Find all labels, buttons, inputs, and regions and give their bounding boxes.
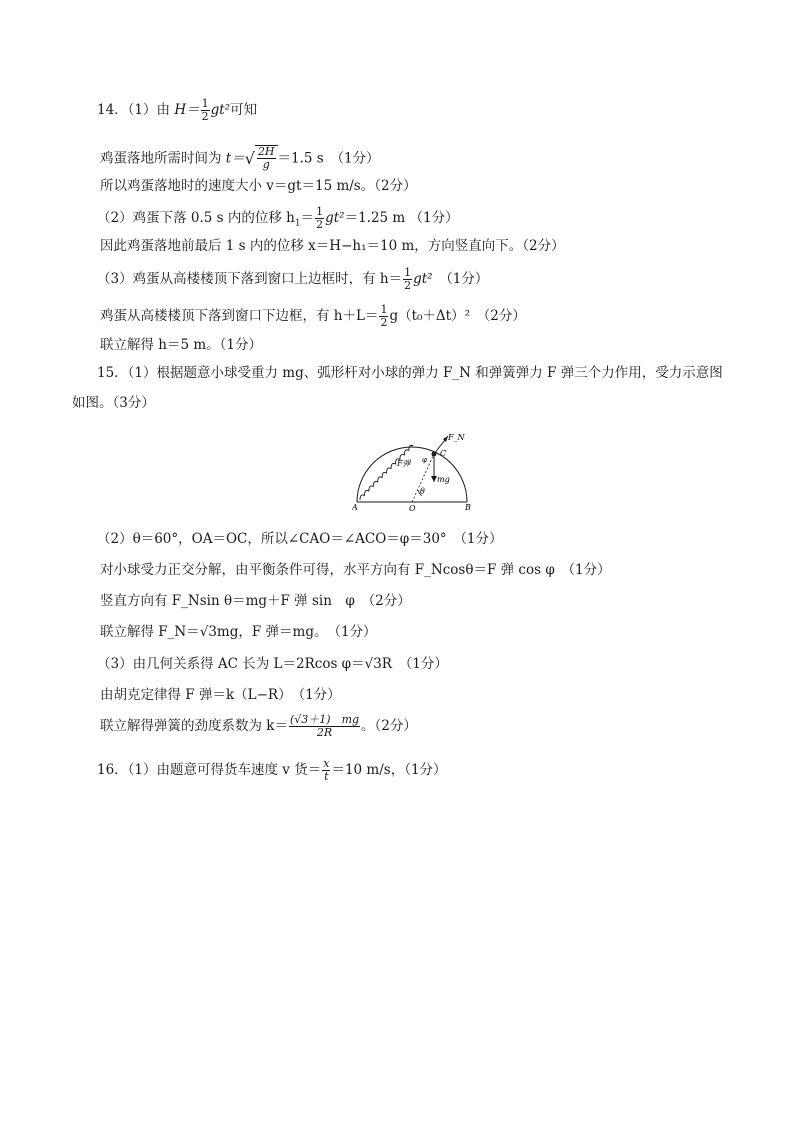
fraction-half: $\frac{1}{2}$ [201, 97, 209, 123]
line-7: 鸡蛋从高楼楼顶下落到窗口下边框，有 h＋L＝ $\frac{1}{2}$ g（t₀＋Δt）² （2分） [100, 303, 526, 329]
line-3: 所以鸡蛋落地时的速度大小 v＝gt＝15 m/s。（2分） [100, 178, 417, 194]
label-a: A [352, 503, 358, 512]
line-18: 16．（1）由题意可得货车速度 v 货＝ $\frac{x}{t}$ ＝10 m/s，（1分） [97, 757, 447, 783]
line-16: 由胡克定律得 F 弹＝k（L−R） （1分） [100, 687, 341, 703]
line-10: 如图。（3分） [72, 395, 155, 411]
line-11: （2）θ＝60°，OA＝OC，所以∠CAO＝∠ACO＝φ＝30° （1分） [97, 531, 503, 547]
line-14: 联立解得 F_N＝√3mg，F 弹＝mg。 （1分） [100, 624, 377, 640]
label-c: C [440, 449, 447, 458]
line-13: 竖直方向有 F_Nsin θ＝mg＋F 弹 sin φ （2分） [100, 593, 411, 609]
line-4: （2）鸡蛋下落 0.5 s 内的位移 $h_1=$ $\frac{1}{2}$ gt²＝1.25 m （1分） [97, 205, 459, 231]
label-f-spring: F弹 [397, 459, 411, 468]
line-1: 14．（1）由 H＝ $\frac{1}{2}$ gt²可知 [97, 97, 258, 123]
label-phi: φ [422, 456, 427, 464]
line-2: 鸡蛋落地所需时间为 t＝ √ $\frac{2H}{g}$ ＝1.5 s （1分） [100, 145, 380, 171]
label-b: B [465, 503, 471, 512]
ball [432, 452, 437, 457]
label-o: O [409, 504, 416, 512]
semicircle-arc [357, 447, 467, 502]
line-12: 对小球受力正交分解，由平衡条件可得，水平方向有 F_Ncosθ＝F 弹 cos φ （1分） [100, 562, 611, 578]
label-fn: F_N [448, 433, 465, 442]
force-diagram [352, 432, 482, 512]
label-mg: mg [437, 475, 450, 484]
label-theta: θ [420, 487, 425, 496]
line-5: 因此鸡蛋落地前最后 1 s 内的位移 x＝H−h₁＝10 m，方向竖直向下。（2分） [100, 238, 565, 254]
line-6: （3）鸡蛋从高楼楼顶下落到窗口上边框时，有 h＝ $\frac{1}{2}$ gt² （1分） [97, 266, 489, 292]
sqrt-expression: √ $\frac{2H}{g}$ [245, 145, 278, 173]
line-9: 15．（1）根据题意小球受重力 mg、弧形杆对小球的弹力 F_N 和弹簧弹力 F 弹三个力作用，受力示意图 [97, 365, 723, 381]
fraction-x-t: $\frac{x}{t}$ [323, 757, 330, 783]
line-17: 联立解得弹簧的劲度系数为 k＝ $\frac{(√3+1) mg}{2R}$ 。（2分） [100, 713, 417, 739]
fraction-k: $\frac{(√3+1) mg}{2R}$ [289, 713, 360, 739]
line-8: 联立解得 h＝5 m。（1分） [100, 337, 263, 353]
line-15: （3）由几何关系得 AC 长为 L＝2Rcos φ＝√3R （1分） [97, 656, 448, 672]
